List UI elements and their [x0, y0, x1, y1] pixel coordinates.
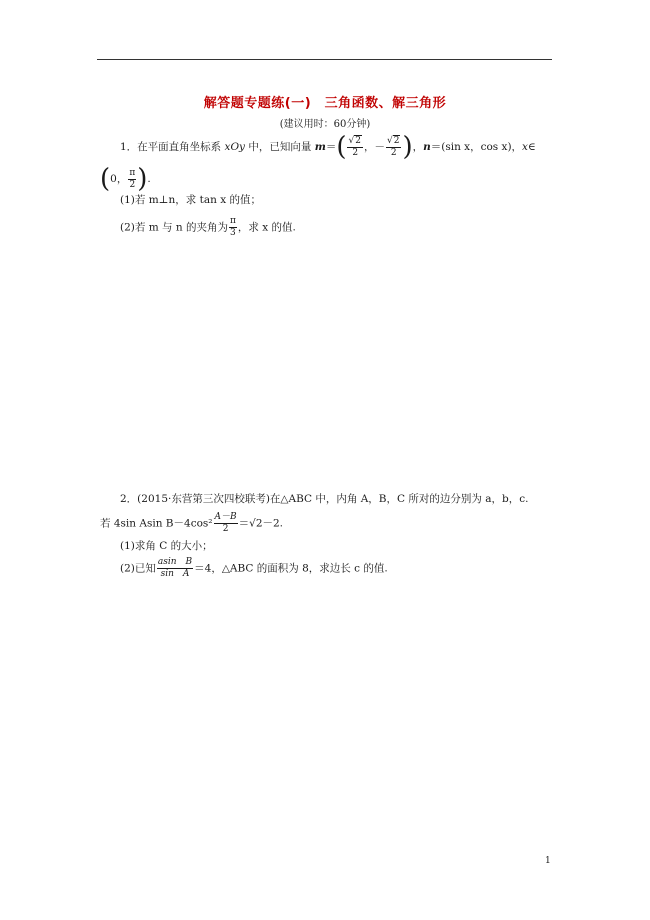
q1-frac-1: $\frac{√2}{2}$: [348, 135, 361, 158]
q1-part2-pi: π: [229, 216, 236, 226]
suggested-time: (建议用时：60分钟): [279, 119, 371, 130]
q2-cond-den: 2: [214, 523, 238, 535]
q2-condition: [100, 512, 283, 535]
q1-stem: 1．在平面直角坐标系 xOy 中，已知向量 m＝( $\frac{√2}{2}$ ，－ $\frac{√2}{2}$ )，n＝(sin x，cos x)，x∈: [120, 132, 536, 162]
header-rule: [97, 59, 552, 60]
page-number: 1: [545, 856, 551, 866]
q2-cond-num: A－B: [214, 512, 237, 522]
q1-frac-pi2: [128, 168, 136, 191]
q2-cond-b: ＝√2－2.: [238, 517, 284, 530]
q1-den-1: 2: [347, 147, 362, 159]
q1-den-2: 2: [386, 147, 401, 159]
q1-zero: 0，: [110, 173, 128, 185]
q1-part2-den: 3: [230, 228, 236, 238]
q2-frac-asinb: [157, 557, 193, 580]
q2-part2: [120, 557, 388, 580]
q2-part2-a: (2)已知: [120, 562, 156, 575]
q1-sqrt-1: 2: [355, 135, 361, 146]
q1-vector-m: m: [314, 141, 326, 153]
q1-den-3: 2: [129, 179, 136, 190]
page-title: 解答题专题练(一) 三角函数、解三角形: [203, 96, 447, 111]
q2-cond-a: 若 4sin Asin B－4cos²: [100, 517, 213, 530]
q2-part2-b: ＝4，△ABC 的面积为 8，求边长 c 的值.: [194, 562, 388, 575]
q1-xoy: xOy: [224, 141, 245, 153]
q1-vector-n: n: [423, 141, 431, 153]
q2-part1: (1)求角 C 的大小；: [120, 540, 213, 552]
q1-frac-pi3: [229, 216, 237, 239]
q1-part1: (1)若 m⊥n，求 tan x 的值；: [120, 194, 261, 206]
q1-domain: (0， $\frac{\pi}{2}$ ).: [100, 164, 151, 194]
q1-sqrt-2: 2: [393, 135, 400, 146]
q1-end: .: [147, 173, 151, 185]
q1-text-b: 中，已知向量: [245, 141, 315, 153]
q2-part2-den: sin A: [157, 568, 193, 580]
q2-frac-ab: [214, 512, 238, 535]
q2-part2-num: asin B: [157, 557, 193, 567]
q1-part2-b: ，求 x 的值.: [237, 221, 296, 234]
q1-n-eq: ＝(sin x，cos x)，: [430, 141, 523, 153]
q1-comma: ，: [363, 141, 375, 153]
q1-eq: ＝: [325, 141, 337, 153]
q1-text-a: 1．在平面直角坐标系: [120, 141, 225, 153]
q1-pi: π: [129, 167, 136, 178]
q1-frac-2: $\frac{√2}{2}$: [386, 135, 400, 158]
q2-stem: 2．(2015·东营第三次四校联考)在△ABC 中，内角 A，B，C 所对的边分别为 a，b，c.: [120, 493, 529, 505]
q1-part2-a: (2)若 m 与 n 的夹角为: [120, 221, 228, 234]
q1-x-in: x∈: [522, 141, 536, 153]
q1-part2: [120, 216, 296, 239]
q1-minus: －: [374, 141, 385, 153]
